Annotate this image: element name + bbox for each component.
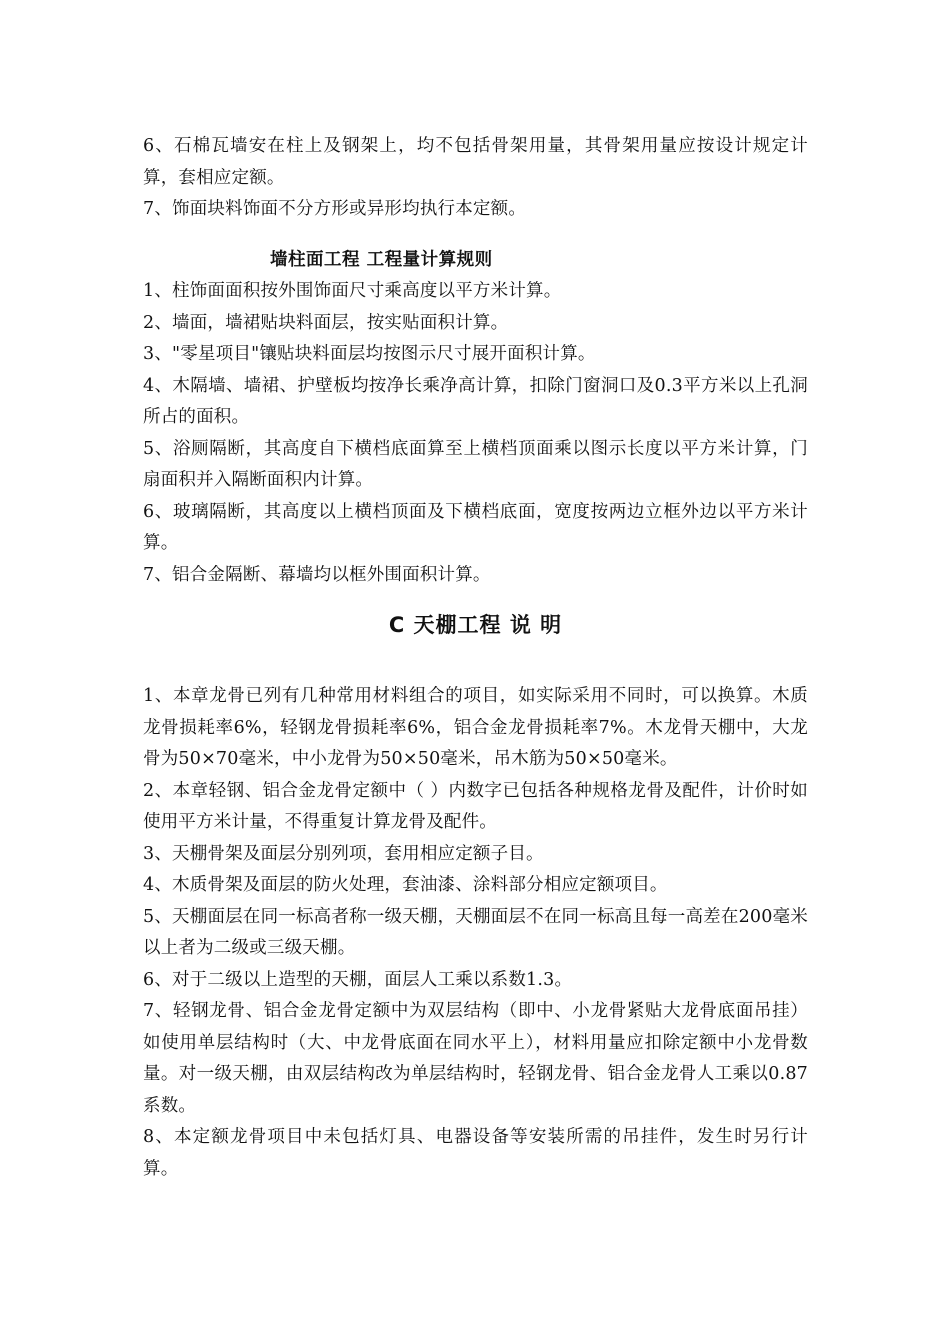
ceiling-note-item-2: 2、本章轻钢、铝合金龙骨定额中（ ）内数字已包括各种规格龙骨及配件，计价时如使用平方米计量，不得重复计算龙骨及配件。 — [143, 780, 808, 832]
wall-rule-item-7: 7、铝合金隔断、幕墙均以框外围面积计算。 — [143, 564, 491, 585]
ceiling-section-heading: C 天棚工程 说 明 — [388, 613, 563, 637]
wall-rule-item-3: 3、"零星项目"镶贴块料面层均按图示尺寸展开面积计算。 — [143, 344, 596, 364]
wall-rule-item-6: 6、玻璃隔断，其高度以上横档顶面及下横档底面，宽度按两边立框外边以平方米计算。 — [143, 501, 808, 553]
wall-rule-item-1: 1、柱饰面面积按外围饰面尺寸乘高度以平方米计算。 — [143, 281, 562, 301]
wall-note-item-6: 6、石棉瓦墙安在柱上及钢架上，均不包括骨架用量，其骨架用量应按设计规定计算，套相应定额。 — [143, 136, 808, 188]
document-body — [143, 131, 808, 1185]
wall-rule-item-5: 5、浴厕隔断，其高度自下横档底面算至上横档顶面乘以图示长度以平方米计算，门扇面积并入隔断面积内计算。 — [143, 438, 808, 490]
ceiling-note-item-5: 5、天棚面层在同一标高者称一级天棚，天棚面层不在同一标高且每一高差在200毫米以上者为二级或三级天棚。 — [143, 906, 808, 958]
ceiling-note-item-1: 1、本章龙骨已列有几种常用材料组合的项目，如实际采用不同时，可以换算。木质龙骨损耗率6%，轻钢龙骨损耗率6%，铝合金龙骨损耗率7%。木龙骨天棚中，大龙骨为50×70毫米，中小龙骨为50×50毫米，吊木筋为50×50毫米。 — [143, 686, 808, 769]
ceiling-note-item-6: 6、对于二级以上造型的天棚，面层人工乘以系数1.3。 — [143, 969, 573, 990]
ceiling-note-item-4: 4、木质骨架及面层的防火处理，套油漆、涂料部分相应定额项目。 — [143, 875, 668, 895]
ceiling-note-item-8: 8、本定额龙骨项目中未包括灯具、电器设备等安装所需的吊挂件，发生时另行计算。 — [143, 1127, 808, 1179]
wall-rule-item-4: 4、木隔墙、墙裙、护壁板均按净长乘净高计算，扣除门窗洞口及0.3平方米以上孔洞所占的面积。 — [143, 375, 808, 427]
wall-note-item-7: 7、饰面块料饰面不分方形或异形均执行本定额。 — [143, 199, 527, 219]
wall-rule-item-2: 2、墙面，墙裙贴块料面层，按实贴面积计算。 — [143, 312, 509, 333]
wall-rules-heading: 墙柱面工程 工程量计算规则 — [270, 249, 493, 270]
ceiling-note-item-7: 7、轻钢龙骨、铝合金龙骨定额中为双层结构（即中、小龙骨紧贴大龙骨底面吊挂）如使用单层结构时（大、中龙骨底面在同水平上），材料用量应扣除定额中小龙骨数量。对一级天棚，由双层结构改为单层结构时，轻钢龙骨、铝合金龙骨人工乘以0.87系数。 — [143, 1001, 808, 1116]
ceiling-note-item-3: 3、天棚骨架及面层分别列项，套用相应定额子目。 — [143, 843, 544, 864]
